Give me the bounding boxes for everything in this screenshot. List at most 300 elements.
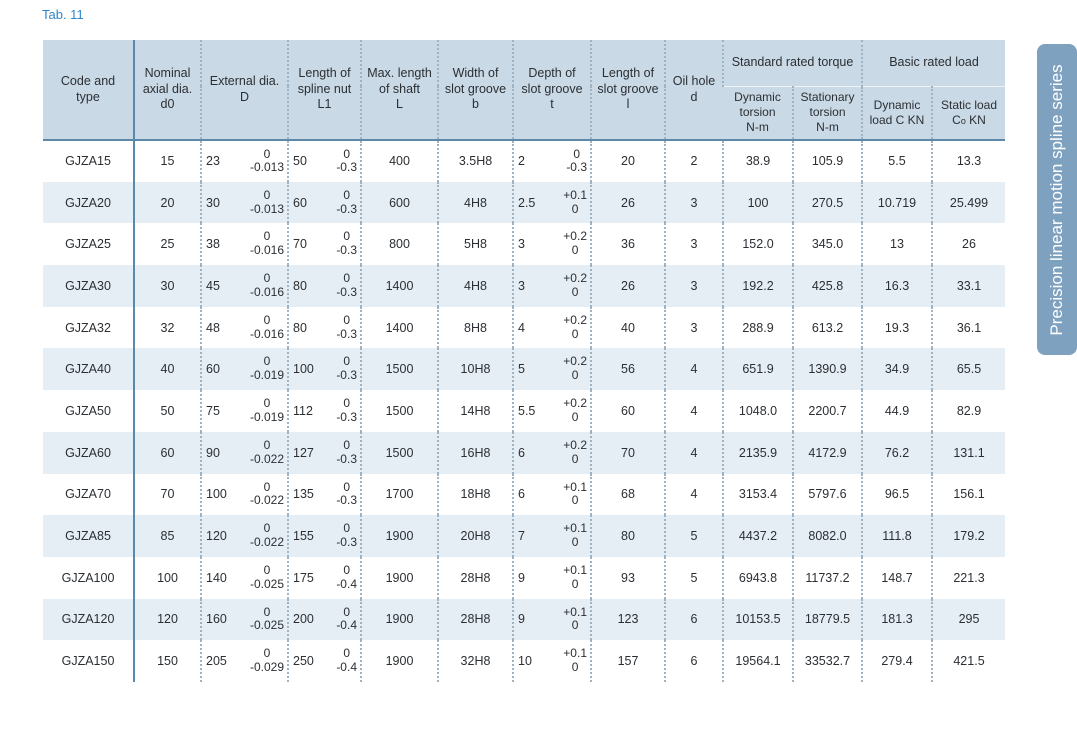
cell-groove-depth-upper: +0.2 [563, 354, 587, 369]
cell-static-load: 295 [932, 599, 1005, 641]
cell-nut-length [288, 223, 361, 265]
cell-groove-depth-upper: 0 [573, 146, 580, 161]
cell-nut-length [288, 140, 361, 182]
cell-nut-length [288, 474, 361, 516]
header-dyn-load-line2: load C KN [869, 112, 925, 127]
cell-groove-depth-upper: +0.2 [563, 396, 587, 411]
table-caption: Tab. 11 [42, 7, 84, 22]
header-static-load-c: C [952, 112, 961, 127]
cell-external-dia-nominal: 30 [206, 195, 220, 210]
cell-nut-length-tolerance [336, 189, 357, 217]
cell-dynamic-torsion: 651.9 [723, 348, 793, 390]
cell-groove-depth-nominal: 6 [518, 487, 525, 502]
table-row [43, 140, 1005, 182]
cell-nominal-dia: 150 [134, 640, 201, 682]
cell-groove-depth [513, 474, 591, 516]
cell-nut-length-nominal: 50 [293, 154, 307, 169]
cell-external-dia-lower: -0.025 [249, 576, 284, 591]
cell-stationary-torsion: 270.5 [793, 182, 862, 224]
cell-shaft-length: 1900 [361, 557, 438, 599]
header-nut-length [288, 40, 361, 140]
cell-groove-depth [513, 265, 591, 307]
cell-nut-length-tolerance [336, 522, 357, 550]
cell-nut-length-upper: 0 [343, 312, 350, 327]
cell-groove-depth [513, 515, 591, 557]
cell-external-dia-lower: -0.013 [249, 201, 284, 216]
cell-nut-length-nominal: 70 [293, 237, 307, 252]
cell-groove-depth-tolerance [563, 647, 587, 675]
cell-groove-depth-upper: +0.1 [563, 479, 587, 494]
cell-nut-length-upper: 0 [343, 146, 350, 161]
cell-groove-depth-nominal: 10 [518, 654, 532, 669]
header-stationary-torsion [793, 86, 862, 140]
header-nut-line1: Length of [298, 66, 351, 81]
cell-nominal-dia: 85 [134, 515, 201, 557]
cell-static-load: 82.9 [932, 390, 1005, 432]
cell-stationary-torsion: 11737.2 [793, 557, 862, 599]
cell-nominal-dia: 100 [134, 557, 201, 599]
cell-static-load: 421.5 [932, 640, 1005, 682]
cell-shaft-length: 1900 [361, 515, 438, 557]
cell-external-dia-nominal: 48 [206, 320, 220, 335]
cell-external-dia-nominal: 45 [206, 278, 220, 293]
cell-groove-depth-tolerance [563, 355, 587, 383]
table-header [43, 40, 1005, 140]
cell-groove-length: 80 [591, 515, 665, 557]
cell-nut-length-upper: 0 [343, 437, 350, 452]
cell-groove-depth [513, 390, 591, 432]
header-slotlen-line1: Length of [601, 66, 655, 81]
cell-groove-depth-upper: +0.2 [563, 229, 587, 244]
cell-groove-depth-tolerance [563, 564, 587, 592]
cell-external-dia-lower: -0.022 [249, 493, 284, 508]
cell-static-load: 65.5 [932, 348, 1005, 390]
cell-nut-length-tolerance [336, 439, 357, 467]
cell-oil-hole: 4 [665, 474, 723, 516]
cell-stationary-torsion: 2200.7 [793, 390, 862, 432]
cell-groove-depth [513, 640, 591, 682]
cell-external-dia-lower: -0.025 [249, 618, 284, 633]
header-depth-line1: Depth of [528, 66, 576, 81]
cell-dynamic-load: 96.5 [862, 474, 932, 516]
cell-groove-depth-nominal: 5.5 [518, 403, 536, 418]
cell-stationary-torsion: 1390.9 [793, 348, 862, 390]
cell-groove-depth-tolerance [563, 397, 587, 425]
cell-groove-depth [513, 307, 591, 349]
cell-shaft-length: 400 [361, 140, 438, 182]
cell-code: GJZA32 [43, 307, 134, 349]
cell-nut-length-nominal: 60 [293, 195, 307, 210]
cell-nut-length [288, 348, 361, 390]
cell-groove-depth-nominal: 3 [518, 278, 525, 293]
cell-nut-length-nominal: 250 [293, 654, 314, 669]
cell-groove-depth-nominal: 6 [518, 445, 525, 460]
cell-dynamic-torsion: 192.2 [723, 265, 793, 307]
cell-groove-depth [513, 599, 591, 641]
cell-static-load: 26 [932, 223, 1005, 265]
cell-external-dia-nominal: 23 [206, 154, 220, 169]
header-nominal-line1: Nominal [144, 66, 191, 81]
cell-dynamic-load: 148.7 [862, 557, 932, 599]
header-dynamic-load [862, 86, 932, 140]
header-code-line1: Code and [60, 73, 116, 88]
header-code-line2: type [76, 89, 100, 104]
cell-groove-depth-nominal: 5 [518, 362, 525, 377]
cell-nut-length-lower: -0.3 [336, 201, 357, 216]
cell-oil-hole: 5 [665, 515, 723, 557]
cell-groove-depth-lower: 0 [571, 368, 579, 383]
cell-external-dia-tolerance [250, 606, 284, 634]
cell-nut-length-tolerance [336, 481, 357, 509]
cell-nut-length [288, 307, 361, 349]
cell-nut-length-tolerance [336, 606, 357, 634]
cell-nut-length-tolerance [336, 148, 357, 176]
cell-external-dia-lower: -0.029 [249, 660, 284, 675]
cell-nut-length-nominal: 100 [293, 362, 314, 377]
cell-groove-depth-nominal: 3 [518, 237, 525, 252]
header-depth-line2: slot groove [521, 81, 583, 96]
cell-dynamic-load: 181.3 [862, 599, 932, 641]
cell-shaft-length: 1700 [361, 474, 438, 516]
table-body [43, 140, 1005, 682]
cell-groove-width: 14H8 [438, 390, 513, 432]
cell-oil-hole: 3 [665, 182, 723, 224]
cell-external-dia [201, 348, 288, 390]
cell-groove-width: 4H8 [438, 182, 513, 224]
cell-external-dia-nominal: 100 [206, 487, 227, 502]
header-shaft-line3: L [396, 97, 403, 112]
cell-external-dia-upper: 0 [263, 354, 271, 369]
cell-external-dia-lower: -0.022 [249, 451, 284, 466]
cell-shaft-length: 1500 [361, 390, 438, 432]
cell-stationary-torsion: 425.8 [793, 265, 862, 307]
cell-external-dia [201, 140, 288, 182]
cell-nominal-dia: 25 [134, 223, 201, 265]
cell-nut-length-nominal: 112 [293, 403, 313, 418]
cell-groove-depth-upper: +0.1 [563, 521, 587, 536]
header-groove-depth [513, 40, 591, 140]
cell-groove-depth-lower: -0.3 [566, 160, 587, 175]
table-row [43, 390, 1005, 432]
cell-groove-width: 28H8 [438, 557, 513, 599]
cell-groove-depth-nominal: 9 [518, 612, 525, 627]
cell-dynamic-torsion: 19564.1 [723, 640, 793, 682]
cell-nominal-dia: 40 [134, 348, 201, 390]
cell-groove-length: 40 [591, 307, 665, 349]
cell-nut-length [288, 432, 361, 474]
cell-groove-depth-lower: 0 [571, 660, 579, 675]
cell-groove-depth-tolerance [563, 522, 587, 550]
header-depth-line3: t [550, 97, 554, 112]
cell-external-dia-lower: -0.016 [249, 243, 284, 258]
cell-stationary-torsion: 345.0 [793, 223, 862, 265]
cell-external-dia-upper: 0 [263, 187, 271, 202]
cell-shaft-length: 600 [361, 182, 438, 224]
cell-groove-depth-lower: 0 [571, 451, 579, 466]
cell-static-load: 36.1 [932, 307, 1005, 349]
header-dyn-torsion-line2: torsion [739, 105, 776, 120]
cell-groove-depth-lower: 0 [571, 201, 579, 216]
cell-nut-length-nominal: 135 [293, 487, 314, 502]
header-dyn-torsion-line3: N-m [746, 120, 769, 135]
cell-external-dia-nominal: 90 [206, 445, 220, 460]
cell-groove-depth-upper: +0.1 [563, 187, 587, 202]
cell-nominal-dia: 60 [134, 432, 201, 474]
cell-external-dia [201, 640, 288, 682]
cell-external-dia-tolerance [250, 397, 284, 425]
cell-code: GJZA15 [43, 140, 134, 182]
cell-external-dia-nominal: 38 [206, 237, 220, 252]
header-slotlen-line3: l [626, 97, 630, 112]
cell-external-dia-upper: 0 [263, 604, 271, 619]
cell-oil-hole: 3 [665, 307, 723, 349]
header-oil-hole [665, 40, 723, 140]
cell-nut-length-tolerance [336, 397, 357, 425]
cell-external-dia [201, 557, 288, 599]
cell-groove-depth-lower: 0 [571, 243, 579, 258]
cell-static-load: 179.2 [932, 515, 1005, 557]
table-row [43, 182, 1005, 224]
cell-dynamic-load: 10.719 [862, 182, 932, 224]
cell-nut-length-lower: -0.3 [336, 160, 357, 175]
cell-groove-depth-tolerance [563, 230, 587, 258]
cell-stationary-torsion: 613.2 [793, 307, 862, 349]
table-row [43, 599, 1005, 641]
header-static-load-unit: KN [965, 112, 986, 127]
cell-stationary-torsion: 18779.5 [793, 599, 862, 641]
table-row [43, 348, 1005, 390]
cell-groove-width: 8H8 [438, 307, 513, 349]
cell-nut-length [288, 182, 361, 224]
header-width-line2: slot groove [444, 81, 507, 96]
cell-nut-length-lower: -0.3 [336, 535, 357, 550]
cell-dynamic-load: 44.9 [862, 390, 932, 432]
cell-groove-depth-lower: 0 [571, 326, 579, 341]
cell-groove-depth-upper: +0.1 [563, 562, 587, 577]
table-row [43, 265, 1005, 307]
header-groove-width [438, 40, 513, 140]
cell-nut-length-lower: -0.3 [336, 284, 357, 299]
cell-nut-length-upper: 0 [343, 354, 350, 369]
header-external-line1: External dia. [209, 73, 280, 88]
cell-code: GJZA60 [43, 432, 134, 474]
cell-groove-width: 18H8 [438, 474, 513, 516]
cell-external-dia [201, 432, 288, 474]
cell-dynamic-load: 5.5 [862, 140, 932, 182]
cell-nut-length-tolerance [336, 230, 357, 258]
cell-groove-depth-upper: +0.1 [563, 604, 587, 619]
cell-code: GJZA50 [43, 390, 134, 432]
cell-groove-depth-tolerance [566, 148, 587, 176]
cell-external-dia [201, 265, 288, 307]
header-nominal-line3: d0 [160, 97, 175, 112]
cell-groove-length: 123 [591, 599, 665, 641]
cell-external-dia-nominal: 205 [206, 654, 227, 669]
cell-groove-length: 26 [591, 182, 665, 224]
header-static-load [932, 86, 1005, 140]
cell-external-dia-tolerance [250, 481, 284, 509]
cell-external-dia-upper: 0 [263, 229, 271, 244]
cell-static-load: 13.3 [932, 140, 1005, 182]
header-stat-torsion-line3: N-m [816, 120, 839, 135]
cell-shaft-length: 1500 [361, 348, 438, 390]
cell-oil-hole: 4 [665, 348, 723, 390]
cell-nut-length [288, 557, 361, 599]
cell-groove-depth-tolerance [563, 189, 587, 217]
cell-external-dia [201, 515, 288, 557]
cell-dynamic-torsion: 38.9 [723, 140, 793, 182]
cell-groove-length: 56 [591, 348, 665, 390]
cell-stationary-torsion: 4172.9 [793, 432, 862, 474]
cell-external-dia-nominal: 60 [206, 362, 220, 377]
cell-groove-depth-tolerance [563, 439, 587, 467]
header-torque-group: Standard rated torque [723, 40, 862, 86]
cell-external-dia-upper: 0 [263, 271, 271, 286]
cell-groove-depth-upper: +0.2 [563, 437, 587, 452]
cell-code: GJZA20 [43, 182, 134, 224]
cell-external-dia [201, 182, 288, 224]
cell-external-dia [201, 474, 288, 516]
cell-groove-depth [513, 557, 591, 599]
cell-nominal-dia: 32 [134, 307, 201, 349]
cell-dynamic-load: 76.2 [862, 432, 932, 474]
cell-groove-depth [513, 348, 591, 390]
cell-nut-length-tolerance [336, 314, 357, 342]
cell-groove-depth-tolerance [563, 481, 587, 509]
cell-groove-depth-lower: 0 [571, 284, 579, 299]
cell-external-dia-upper: 0 [263, 646, 271, 661]
cell-groove-depth-upper: +0.2 [563, 271, 587, 286]
cell-dynamic-load: 111.8 [862, 515, 932, 557]
cell-oil-hole: 5 [665, 557, 723, 599]
cell-static-load: 33.1 [932, 265, 1005, 307]
table-row [43, 432, 1005, 474]
cell-groove-depth-nominal: 7 [518, 529, 525, 544]
cell-static-load: 156.1 [932, 474, 1005, 516]
header-nominal [134, 40, 201, 140]
cell-nut-length-lower: -0.3 [336, 326, 357, 341]
cell-external-dia-lower: -0.013 [249, 160, 284, 175]
cell-groove-length: 157 [591, 640, 665, 682]
header-oil-line1: Oil hole [672, 73, 716, 88]
cell-nut-length-upper: 0 [343, 646, 350, 661]
cell-groove-depth-tolerance [563, 606, 587, 634]
header-code [43, 40, 134, 140]
header-dyn-torsion-line1: Dynamic [734, 90, 781, 105]
cell-external-dia-lower: -0.016 [249, 284, 284, 299]
cell-nut-length-upper: 0 [343, 271, 350, 286]
cell-external-dia-lower: -0.019 [249, 368, 284, 383]
cell-nut-length [288, 599, 361, 641]
cell-external-dia-tolerance [250, 355, 284, 383]
cell-static-load: 131.1 [932, 432, 1005, 474]
header-nut-line3: L1 [317, 97, 332, 112]
cell-groove-length: 60 [591, 390, 665, 432]
cell-code: GJZA120 [43, 599, 134, 641]
table-row [43, 640, 1005, 682]
header-static-load-line1: Static load [940, 97, 998, 112]
cell-external-dia-tolerance [250, 564, 284, 592]
cell-groove-depth-upper: +0.1 [563, 646, 587, 661]
cell-static-load: 25.499 [932, 182, 1005, 224]
cell-dynamic-torsion: 100 [723, 182, 793, 224]
cell-dynamic-load: 16.3 [862, 265, 932, 307]
cell-groove-length: 70 [591, 432, 665, 474]
cell-external-dia-tolerance [250, 189, 284, 217]
cell-stationary-torsion: 105.9 [793, 140, 862, 182]
cell-nut-length-upper: 0 [343, 562, 350, 577]
header-load-group: Basic rated load [862, 40, 1005, 86]
header-static-load-sub: o [960, 115, 966, 126]
cell-external-dia [201, 307, 288, 349]
cell-nominal-dia: 15 [134, 140, 201, 182]
header-groove-length [591, 40, 665, 140]
cell-groove-depth-lower: 0 [571, 535, 579, 550]
cell-external-dia-nominal: 75 [206, 403, 220, 418]
cell-nut-length-lower: -0.3 [336, 243, 357, 258]
header-oil-line2: d [690, 89, 698, 104]
cell-nut-length [288, 265, 361, 307]
cell-nut-length-lower: -0.4 [336, 660, 357, 675]
cell-nut-length-upper: 0 [343, 479, 350, 494]
cell-external-dia-nominal: 120 [206, 529, 227, 544]
cell-groove-depth [513, 432, 591, 474]
cell-groove-width: 16H8 [438, 432, 513, 474]
table-row [43, 515, 1005, 557]
cell-external-dia-tolerance [250, 439, 284, 467]
header-external-line2: D [239, 89, 250, 104]
cell-groove-depth-lower: 0 [571, 576, 579, 591]
header-shaft-line1: Max. length [367, 66, 432, 81]
header-stat-torsion-line1: Stationary [800, 90, 855, 105]
cell-external-dia-upper: 0 [263, 521, 271, 536]
table-row [43, 474, 1005, 516]
cell-external-dia-tolerance [250, 314, 284, 342]
cell-external-dia-tolerance [250, 647, 284, 675]
header-slotlen-line2: slot groove [597, 81, 659, 96]
cell-stationary-torsion: 8082.0 [793, 515, 862, 557]
cell-external-dia-nominal: 140 [206, 570, 227, 585]
cell-nut-length-tolerance [336, 355, 357, 383]
cell-stationary-torsion: 5797.6 [793, 474, 862, 516]
cell-nut-length [288, 640, 361, 682]
cell-oil-hole: 4 [665, 432, 723, 474]
cell-groove-width: 10H8 [438, 348, 513, 390]
cell-nut-length-upper: 0 [343, 396, 350, 411]
cell-shaft-length: 1400 [361, 265, 438, 307]
cell-dynamic-load: 34.9 [862, 348, 932, 390]
cell-groove-depth-upper: +0.2 [563, 312, 587, 327]
cell-nut-length [288, 515, 361, 557]
cell-oil-hole: 3 [665, 265, 723, 307]
cell-groove-width: 28H8 [438, 599, 513, 641]
cell-oil-hole: 6 [665, 640, 723, 682]
cell-nut-length-lower: -0.3 [336, 368, 357, 383]
cell-groove-depth-lower: 0 [571, 409, 579, 424]
cell-external-dia-lower: -0.019 [249, 409, 284, 424]
header-dynamic-torsion [723, 86, 793, 140]
cell-dynamic-torsion: 3153.4 [723, 474, 793, 516]
cell-groove-depth [513, 223, 591, 265]
cell-nut-length-lower: -0.3 [336, 409, 357, 424]
cell-external-dia-tolerance [250, 148, 284, 176]
cell-external-dia-nominal: 160 [206, 612, 227, 627]
cell-nut-length [288, 390, 361, 432]
header-dyn-load-line1: Dynamic [873, 97, 921, 112]
side-section-tab[interactable] [1037, 44, 1077, 355]
cell-code: GJZA150 [43, 640, 134, 682]
cell-code: GJZA70 [43, 474, 134, 516]
